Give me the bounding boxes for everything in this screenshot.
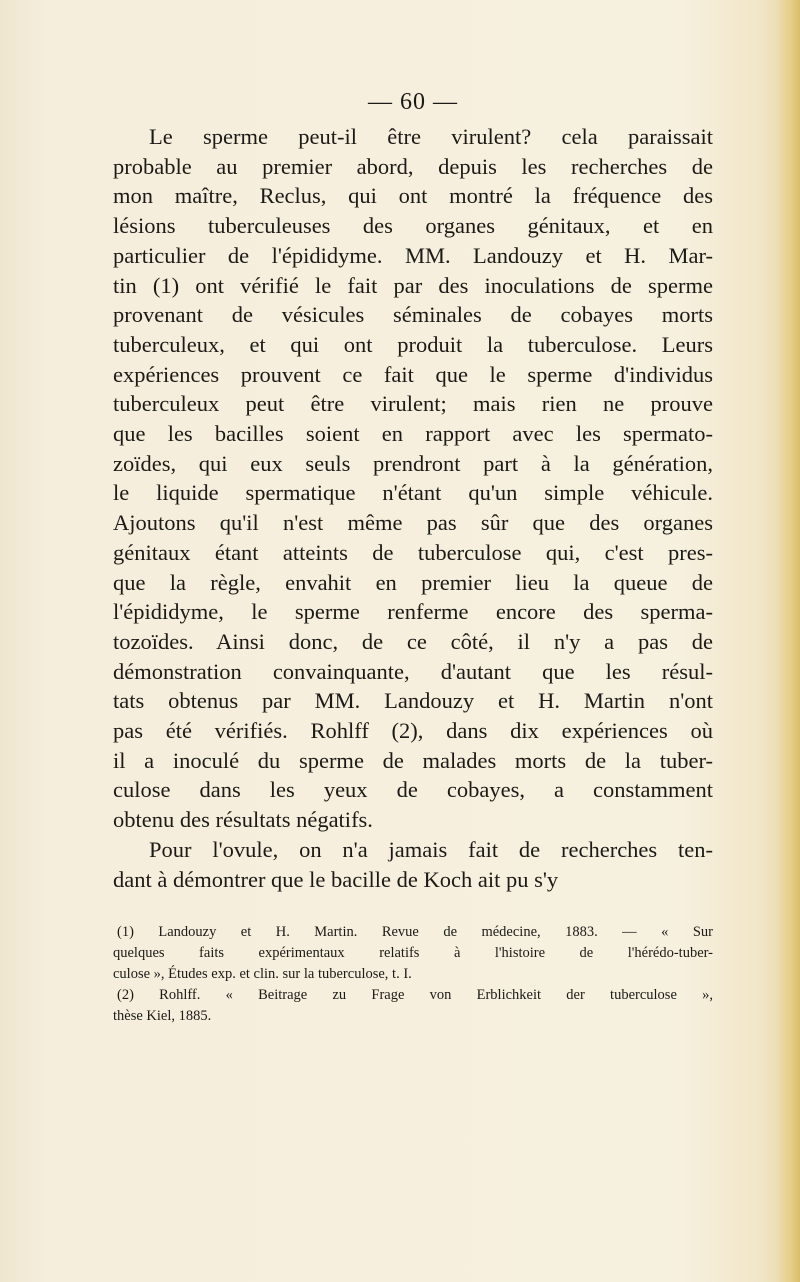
footnote-line: (1) Landouzy et H. Martin. Revue de médecine, 1883. — « Sur bbox=[117, 924, 713, 941]
paragraph bbox=[113, 835, 713, 894]
text-line: Ajoutons qu'il n'est même pas sûr que des organes bbox=[113, 510, 713, 536]
footnote-line: quelques faits expérimentaux relatifs à l'histoire de l'hérédo-tuber- bbox=[113, 945, 713, 962]
text-block bbox=[113, 88, 713, 1027]
text-line: l'épididyme, le sperme renferme encore des sperma- bbox=[113, 599, 713, 625]
text-line: tuberculeux, et qui ont produit la tuberculose. Leurs bbox=[113, 331, 713, 357]
text-line: démonstration convainquante, d'autant que les résul- bbox=[113, 658, 713, 684]
text-line: génitaux étant atteints de tuberculose qui, c'est pres- bbox=[113, 539, 713, 565]
text-line: tuberculeux peut être virulent; mais rien ne prouve bbox=[113, 391, 713, 417]
text-line: il a inoculé du sperme de malades morts de la tuber- bbox=[113, 747, 713, 773]
text-line: Pour l'ovule, on n'a jamais fait de recherches ten- bbox=[149, 836, 713, 862]
footnote-line: culose », Études exp. et clin. sur la tuberculose, t. I. bbox=[113, 966, 412, 983]
text-line: obtenu des résultats négatifs. bbox=[113, 807, 373, 833]
page-edge-shadow bbox=[778, 0, 800, 1282]
text-line: que les bacilles soient en rapport avec les spermato- bbox=[113, 421, 713, 447]
text-line: lésions tuberculeuses des organes génitaux, et en bbox=[113, 213, 713, 239]
paragraph bbox=[113, 122, 713, 835]
footnote-1 bbox=[113, 922, 713, 985]
text-line: expériences prouvent ce fait que le sperme d'individus bbox=[113, 361, 713, 387]
page-number: — 60 — bbox=[368, 89, 458, 115]
text-line: culose dans les yeux de cobayes, a constamment bbox=[113, 777, 713, 803]
text-line: dant à démontrer que le bacille de Koch ait pu s'y bbox=[113, 866, 559, 892]
text-line: tozoïdes. Ainsi donc, de ce côté, il n'y a pas de bbox=[113, 628, 713, 654]
footnote-line: (2) Rohlff. « Beitrage zu Frage von Erblichkeit der tuberculose », bbox=[117, 987, 713, 1004]
text-line: tin (1) ont vérifié le fait par des inoculations de sperme bbox=[113, 272, 713, 298]
text-line: probable au premier abord, depuis les recherches de bbox=[113, 153, 713, 179]
footnotes bbox=[113, 922, 713, 1027]
text-line: Le sperme peut-il être virulent? cela paraissait bbox=[149, 124, 713, 149]
text-line: zoïdes, qui eux seuls prendront part à la génération, bbox=[113, 450, 713, 476]
text-line: le liquide spermatique n'étant qu'un simple véhicule. bbox=[113, 480, 713, 506]
text-line: pas été vérifiés. Rohlff (2), dans dix expériences où bbox=[113, 718, 713, 744]
text-line: que la règle, envahit en premier lieu la queue de bbox=[113, 569, 713, 595]
text-line: mon maître, Reclus, qui ont montré la fréquence des bbox=[113, 183, 713, 209]
text-line: provenant de vésicules séminales de cobayes morts bbox=[113, 302, 713, 328]
footnote-line: thèse Kiel, 1885. bbox=[113, 1008, 212, 1025]
footnote-2 bbox=[113, 985, 713, 1027]
body-text bbox=[113, 122, 713, 894]
text-line: tats obtenus par MM. Landouzy et H. Martin n'ont bbox=[113, 688, 713, 714]
text-line: particulier de l'épididyme. MM. Landouzy et H. Mar- bbox=[113, 242, 713, 268]
